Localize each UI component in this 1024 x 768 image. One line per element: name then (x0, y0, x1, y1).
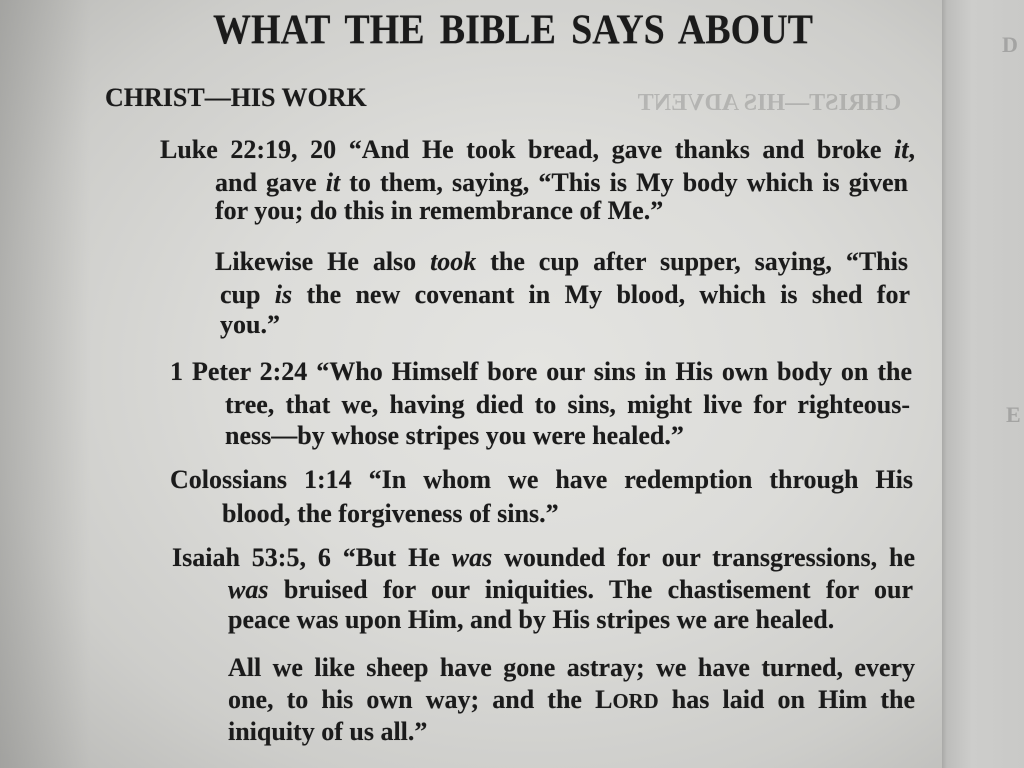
verse-text: “In whom we have redemption through His (368, 465, 913, 494)
text-line (228, 605, 834, 635)
verse-text-italic: was (451, 543, 493, 572)
text-line (228, 575, 913, 605)
verse-text: “And He took bread, gave thanks and broke (348, 135, 895, 164)
bleed-edge-letter: E (1006, 402, 1021, 427)
facing-page-edge (942, 0, 1024, 768)
bleed-edge-letter: D (1002, 32, 1018, 57)
verse-text: blood, the forgiveness of sins.” (222, 499, 559, 528)
text-line (225, 421, 684, 451)
text-line (220, 280, 910, 310)
text-line (170, 357, 912, 387)
verse-text-italic: is (274, 280, 293, 309)
text-line (172, 543, 915, 573)
verse-text: to them, saying, “This is My body which is given (340, 168, 908, 197)
text-line (228, 653, 915, 683)
scripture-reference: 1 Peter 2:24 (170, 357, 308, 386)
verse-text: “Who Himself bore our sins in His own body on the (316, 357, 913, 386)
section-heading: CHRIST—HIS WORK (105, 83, 367, 112)
verse-text: Likewise He also (215, 247, 431, 276)
verse-text-italic: took (430, 247, 477, 276)
verse-text-italic: it (325, 168, 341, 197)
verse-text: tree, that we, having died to sins, might live for righteous- (225, 390, 910, 419)
verse-text: bruised for our iniquities. The chastisement for our (268, 575, 913, 604)
verse-text: for you; do this in remembrance of Me.” (215, 196, 664, 225)
verse-text: and gave (215, 168, 326, 197)
verse-text: iniquity of us all.” (228, 717, 428, 746)
text-line (228, 717, 427, 747)
verse-text: the cup after supper, saying, “This (476, 247, 908, 276)
verse-text: you.” (220, 310, 280, 339)
text-line (225, 390, 910, 420)
text-line (222, 499, 559, 529)
text-line (228, 685, 915, 717)
bleed-through-heading: CHRIST—HIS ADVENT (637, 90, 902, 116)
scripture-reference: Luke 22:19, 20 (160, 135, 337, 164)
page-shadow (0, 0, 90, 768)
verse-text: cup (220, 280, 275, 309)
verse-text-italic: it (894, 135, 909, 164)
scripture-reference: Colossians 1:14 (170, 465, 352, 494)
verse-text: “But He (342, 543, 452, 572)
text-line (170, 465, 913, 495)
verse-text: has laid on Him the (658, 685, 915, 714)
text-line (160, 135, 915, 165)
text-line (215, 196, 663, 226)
verse-text: , (908, 135, 915, 164)
scripture-reference: Isaiah 53:5, 6 (172, 543, 331, 572)
text-line (215, 168, 908, 198)
verse-text: the new covenant in My blood, which is shed for (292, 280, 910, 309)
text-line (220, 310, 280, 340)
lord-small-caps: LORD (595, 685, 659, 714)
verse-text-italic: was (228, 575, 269, 604)
verse-text: ness—by whose stripes you were healed.” (225, 421, 684, 450)
text-line (215, 247, 908, 277)
verse-text: one, to his own way; and the (228, 685, 596, 714)
verse-text: All we like sheep have gone astray; we have turned, every (228, 653, 915, 682)
verse-text: peace was upon Him, and by His stripes we are healed. (228, 605, 835, 634)
page-title: WHAT THE BIBLE SAYS ABOUT (213, 6, 813, 54)
verse-text: wounded for our transgressions, he (492, 543, 915, 572)
